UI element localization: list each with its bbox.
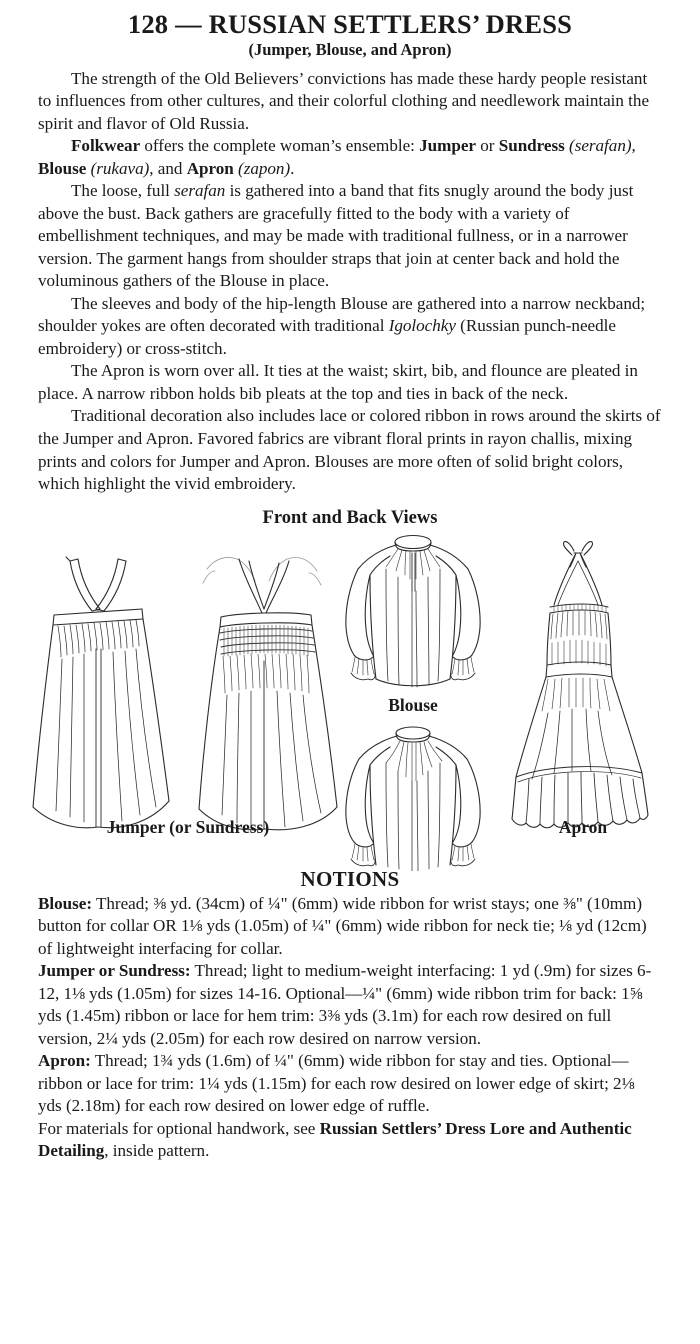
notions-text-blouse: Thread; ⅜ yd. (34cm) of ¼" (6mm) wide ribbon for wrist stays; one ⅜" (10mm) button for collar OR 1⅛ yds (1.05m) of ¼" (6mm) wide ribbon for neck tie; ⅛ yd (12cm) of lightweight interfacing for collar. xyxy=(38,893,647,958)
notions-entry-apron xyxy=(38,1050,662,1118)
paragraph-text: The strength of the Old Believers’ convictions has made these hardy people resistant to influences from other cultures, and their colorful clothing and needlework maintain the spirit and flavor of Old Russia. xyxy=(38,68,650,133)
figure-caption-apron: Apron xyxy=(558,816,608,837)
notions-entry-blouse xyxy=(38,893,662,961)
notions-entry-jumper xyxy=(38,960,662,1050)
body-prose xyxy=(38,68,662,496)
figure-caption-jumper: Jumper (or Sundress) xyxy=(106,816,270,837)
figure-blouse-front xyxy=(328,529,498,699)
figure-caption-blouse: Blouse xyxy=(388,694,438,715)
paragraph-serafan: The loose, full serafan is gathered into a band that fits snugly around the body just above the bust. Back gathers are gracefully fitted to the body with a variety of embellishment techniques, and may be made with traditional fullness, or in a narrower version. The garment hangs from shoulder straps that join at center back and hold the voluminous gathers of the Blouse in place. xyxy=(38,181,634,291)
notions-footer-prefix: For materials for optional handwork, see xyxy=(38,1118,320,1138)
notions-section xyxy=(38,867,662,1163)
page-subtitle: (Jumper, Blouse, and Apron) xyxy=(248,39,452,59)
figure-apron-front xyxy=(498,539,668,829)
notions-footer xyxy=(38,1118,662,1163)
notions-text-jumper: Thread; light to medium-weight interfacing: 1 yd (.9m) for sizes 6-12, 1⅛ yds (1.05m) for sizes 14-16. Optional—¼" (6mm) wide ribbon trim for back: 1⅝ yds (1.45m) ribbon or lace for hem trim: 3⅜ yds (3.1m) for each row desired on full version, 2¼ yds (2.05m) for each row desired on narrow version. xyxy=(38,961,652,1048)
notions-text-apron: Thread; 1¾ yds (1.6m) of ¼" (6mm) wide ribbon for stay and ties. Optional—ribbon or lace for trim: 1¼ yds (1.15m) for each row desired on lower edge of skirt; 2⅛ yds (2.18m) for each row desired on lower edge of ruffle. xyxy=(38,1051,635,1116)
paragraph-decoration xyxy=(38,405,662,495)
notions-heading: NOTIONS xyxy=(300,866,400,891)
figures-heading: Front and Back Views xyxy=(262,507,438,528)
title-block xyxy=(38,0,662,59)
notions-footer-reference: Russian Settlers’ Dress Lore and Authentic Detailing xyxy=(38,1118,632,1161)
paragraph-intro xyxy=(38,68,662,136)
page-title: 128 — RUSSIAN SETTLERS’ DRESS xyxy=(127,9,573,39)
notions-label-jumper: Jumper or Sundress: xyxy=(38,961,191,981)
figures-area xyxy=(38,531,662,867)
paragraph-text: Traditional decoration also includes lace or colored ribbon in rows around the skirts of the Jumper and Apron. Favored fabrics are vibrant floral prints in rayon challis, mixing prints and colors for Jumper and Apron. Blouses are more often of solid bright colors, which highlight the vivid embroidery. xyxy=(38,406,661,494)
paragraph-blouse: The sleeves and body of the hip-length Blouse are gathered into a narrow neckband; shoulder yokes are often decorated with traditional Igolochky (Russian punch-needle embroidery) or cross-stitch. xyxy=(38,293,646,358)
notions-label-apron: Apron: xyxy=(38,1051,91,1071)
paragraph-ensemble: Folkwear offers the complete woman’s ensemble: Jumper or Sundress (serafan), Blouse (rukava), and Apron (zapon). xyxy=(38,136,636,178)
notions-label-blouse: Blouse: xyxy=(38,893,92,913)
paragraph-apron xyxy=(38,360,662,405)
figure-blouse-back xyxy=(328,721,498,871)
notions-footer-suffix: , inside pattern. xyxy=(104,1141,210,1161)
paragraph-text: The Apron is worn over all. It ties at the waist; skirt, bib, and flounce are pleated in place. A narrow ribbon holds bib pleats at the top and ties in back of the neck. xyxy=(38,361,638,403)
figure-jumper-front xyxy=(30,549,190,839)
